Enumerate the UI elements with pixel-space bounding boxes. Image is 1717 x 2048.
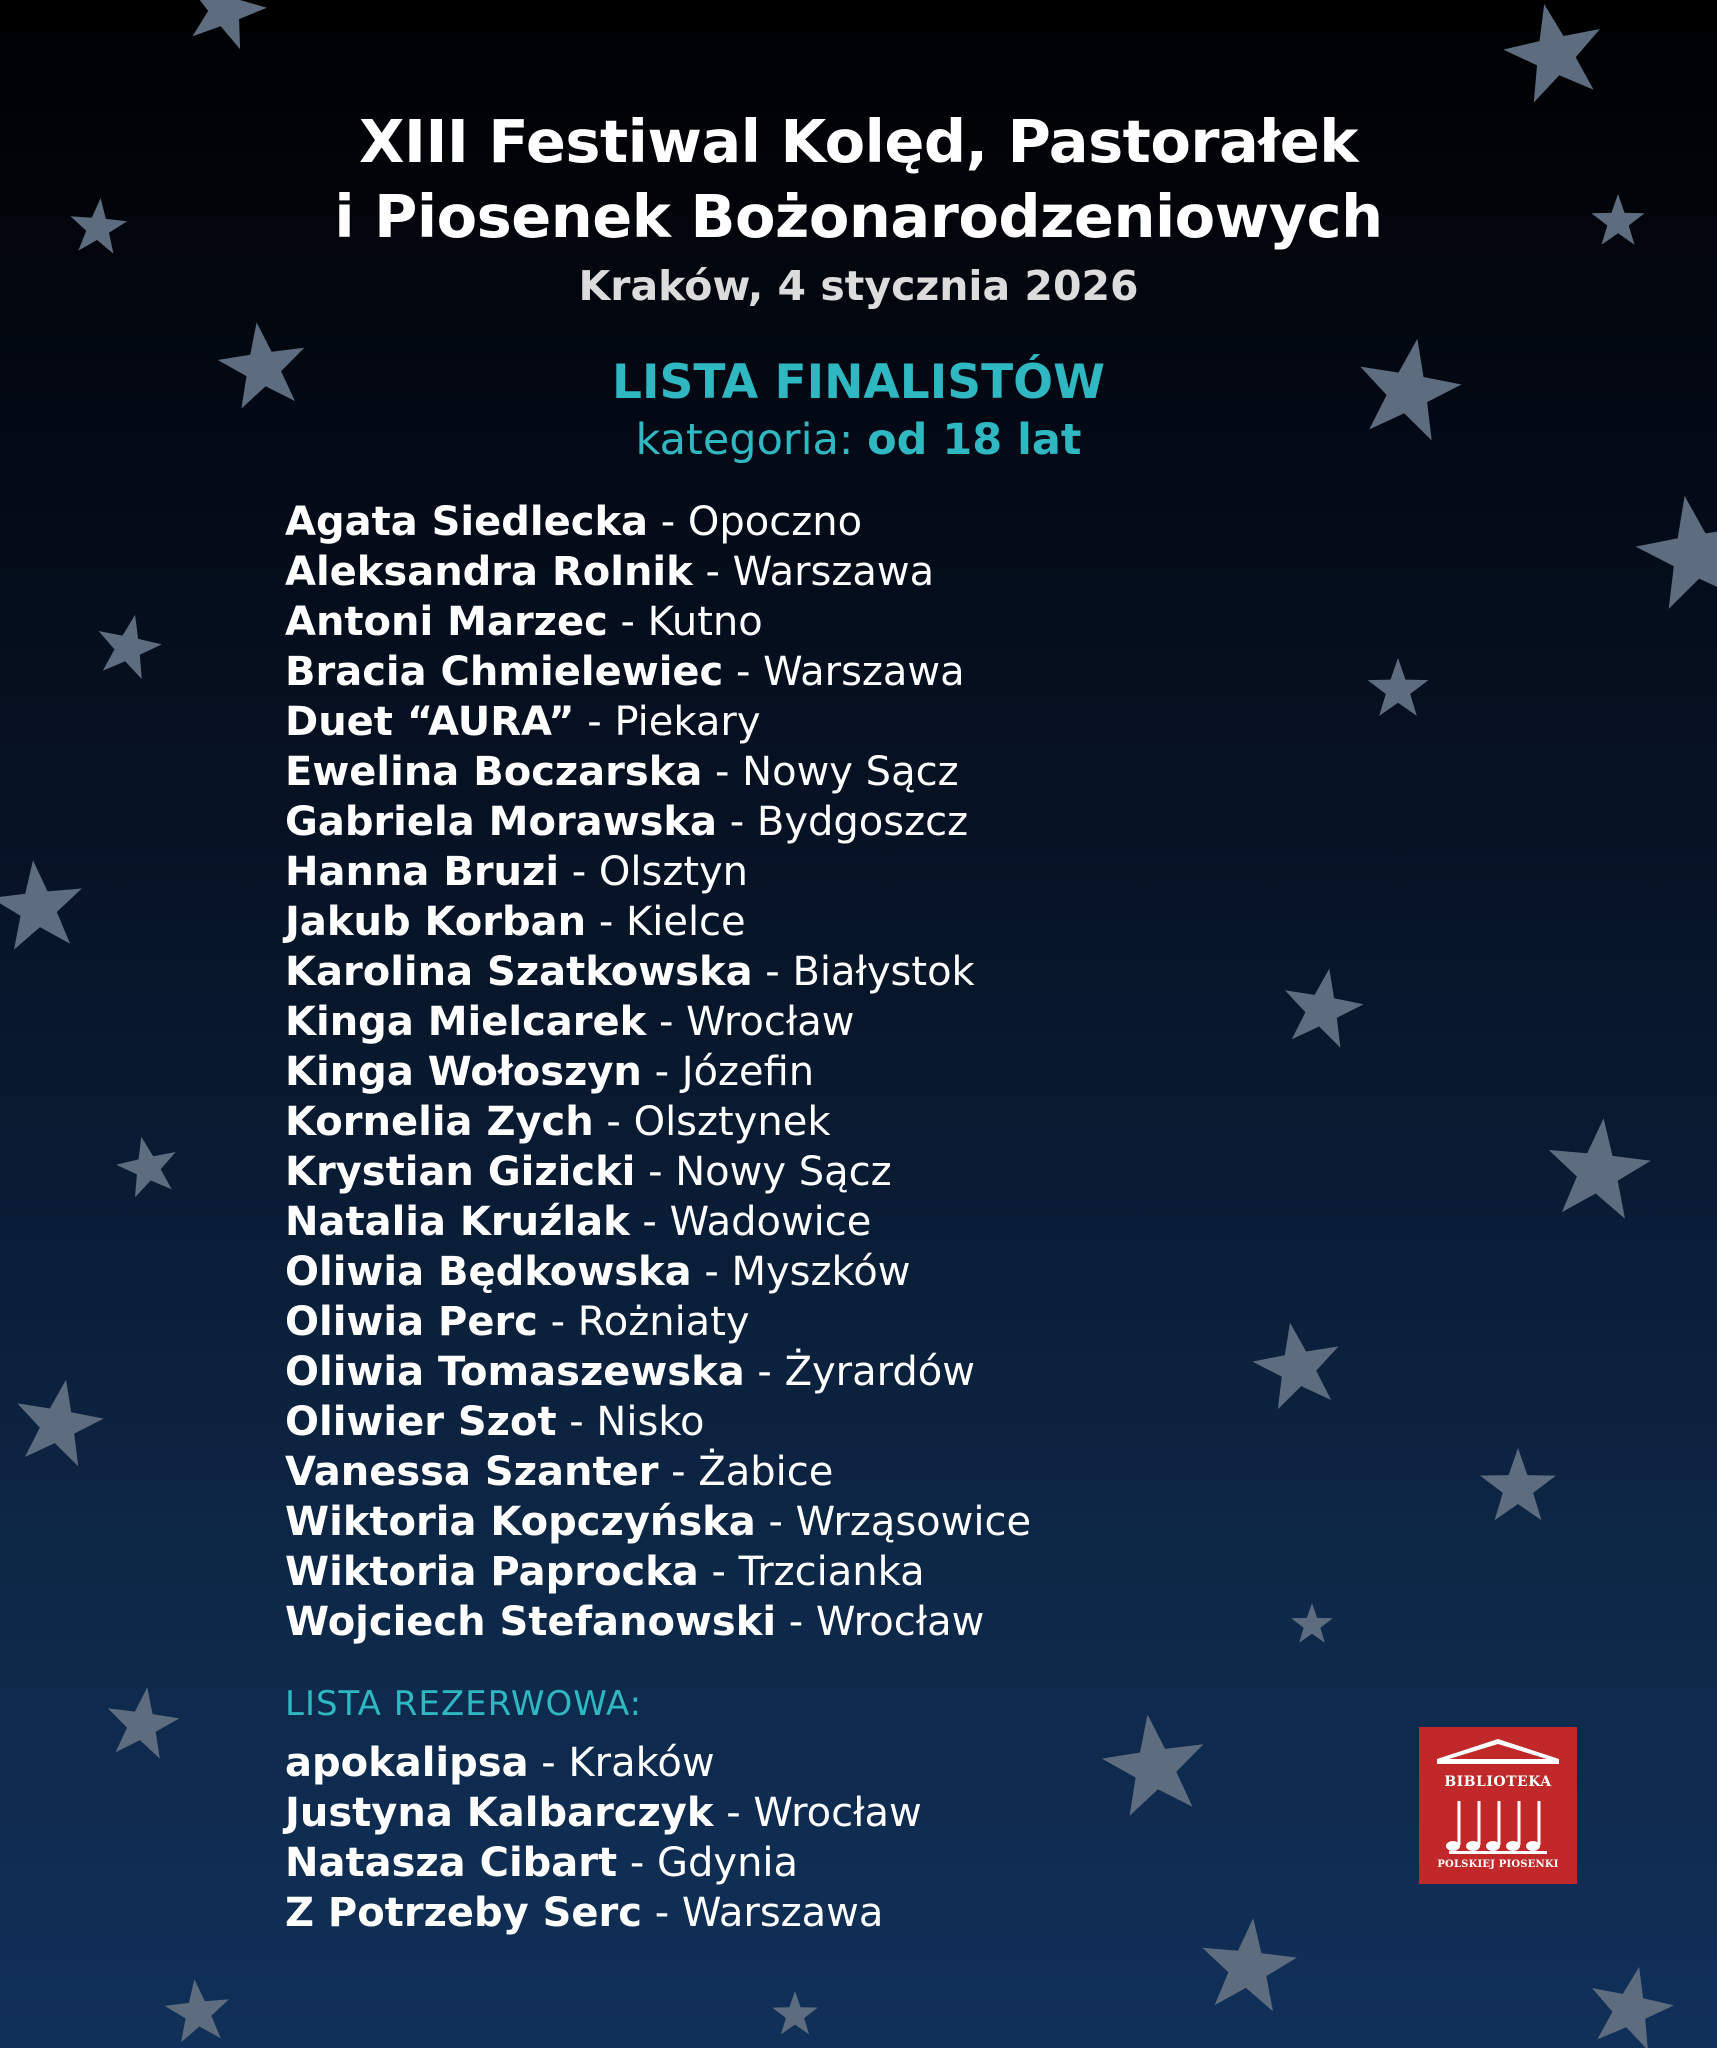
participant-city: - Bydgoszcz bbox=[717, 799, 969, 845]
list-item bbox=[285, 1738, 922, 1788]
participant-name: Aleksandra Rolnik bbox=[285, 549, 693, 595]
participant-name: Agata Siedlecka bbox=[285, 499, 649, 545]
star-icon bbox=[17, 1380, 103, 1467]
category-label: kategoria: bbox=[635, 415, 854, 465]
participant-city: - Warszawa bbox=[642, 1890, 884, 1936]
participant-name: Gabriela Morawska bbox=[285, 799, 718, 845]
participant-name: Krystian Gizicki bbox=[285, 1149, 636, 1195]
participant-city: - Nowy Sącz bbox=[702, 749, 959, 795]
list-item bbox=[285, 747, 1031, 797]
participant-city: - Nowy Sącz bbox=[635, 1149, 892, 1195]
participant-name: Antoni Marzec bbox=[285, 599, 608, 645]
list-item bbox=[285, 1097, 1031, 1147]
star-icon bbox=[1291, 1603, 1333, 1643]
star-icon bbox=[1503, 4, 1600, 102]
participant-name: Z Potrzeby Serc bbox=[285, 1890, 642, 1936]
participant-city: - Wrząsowice bbox=[755, 1499, 1032, 1545]
participant-name: Oliwier Szot bbox=[285, 1399, 557, 1445]
star-icon bbox=[0, 860, 82, 949]
participant-city: - Olsztyn bbox=[559, 849, 749, 895]
reserve-list-heading: LISTA REZERWOWA: bbox=[285, 1684, 643, 1724]
star-icon bbox=[1368, 658, 1429, 716]
participant-name: Vanessa Szanter bbox=[285, 1449, 659, 1495]
list-item bbox=[285, 597, 1031, 647]
participant-name: Jakub Korban bbox=[285, 899, 587, 945]
participant-name: Wiktoria Paprocka bbox=[285, 1549, 699, 1595]
participant-city: - Piekary bbox=[574, 699, 761, 745]
participant-city: - Gdynia bbox=[617, 1840, 799, 1886]
list-item bbox=[285, 1597, 1031, 1647]
list-item bbox=[285, 547, 1031, 597]
star-icon bbox=[1252, 1323, 1338, 1410]
participant-city: - Opoczno bbox=[648, 499, 863, 545]
list-item bbox=[285, 1247, 1031, 1297]
star-icon bbox=[1636, 496, 1717, 609]
finalists-heading: LISTA FINALISTÓW bbox=[612, 355, 1105, 410]
participant-name: Justyna Kalbarczyk bbox=[285, 1790, 714, 1836]
participant-city: - Nisko bbox=[556, 1399, 705, 1445]
participant-name: Hanna Bruzi bbox=[285, 849, 560, 895]
star-icon bbox=[190, 0, 267, 49]
participant-city: - Wrocław bbox=[713, 1790, 922, 1836]
participant-name: Karolina Szatkowska bbox=[285, 949, 753, 995]
participant-city: - Myszków bbox=[691, 1249, 911, 1295]
star-icon bbox=[1592, 1967, 1674, 2048]
participant-city: - Żabice bbox=[658, 1449, 834, 1495]
participant-name: Kinga Mielcarek bbox=[285, 999, 647, 1045]
star-icon bbox=[772, 1991, 818, 2034]
star-icon bbox=[1202, 1918, 1297, 2011]
participant-name: Bracia Chmielewiec bbox=[285, 649, 724, 695]
list-item bbox=[285, 1197, 1031, 1247]
list-item bbox=[285, 1397, 1031, 1447]
category-value: od 18 lat bbox=[867, 415, 1082, 465]
participant-city: - Kielce bbox=[586, 899, 746, 945]
event-date-location: Kraków, 4 stycznia 2026 bbox=[578, 262, 1139, 310]
participant-name: Natasza Cibart bbox=[285, 1840, 618, 1886]
list-item bbox=[285, 897, 1031, 947]
participant-name: apokalipsa bbox=[285, 1740, 529, 1786]
participant-city: - Wrocław bbox=[776, 1599, 985, 1645]
list-item bbox=[285, 1447, 1031, 1497]
participant-name: Natalia Kruźlak bbox=[285, 1199, 630, 1245]
category-line bbox=[0, 415, 1717, 465]
logo-text-biblioteka: BIBLIOTEKA bbox=[1444, 1774, 1552, 1790]
participant-name: Kinga Wołoszyn bbox=[285, 1049, 642, 1095]
participant-name: Oliwia Tomaszewska bbox=[285, 1349, 745, 1395]
list-item bbox=[285, 1347, 1031, 1397]
star-icon bbox=[108, 1687, 180, 1758]
star-icon bbox=[99, 615, 162, 679]
participant-city: - Białystok bbox=[752, 949, 975, 995]
list-item bbox=[285, 697, 1031, 747]
star-icon bbox=[1285, 969, 1364, 1048]
list-item bbox=[285, 947, 1031, 997]
participant-city: - Olsztynek bbox=[593, 1099, 831, 1145]
list-item bbox=[285, 1547, 1031, 1597]
list-item bbox=[285, 497, 1031, 547]
star-icon bbox=[116, 1137, 176, 1198]
star-icon bbox=[165, 1979, 229, 2042]
star-icon bbox=[1549, 1118, 1651, 1219]
star-icon bbox=[1102, 1715, 1204, 1816]
list-item bbox=[285, 1838, 922, 1888]
list-item bbox=[285, 1297, 1031, 1347]
participant-city: - Józefin bbox=[641, 1049, 815, 1095]
participant-name: Oliwia Będkowska bbox=[285, 1249, 692, 1295]
participant-name: Oliwia Perc bbox=[285, 1299, 538, 1345]
logo-text-polskiej-piosenki: POLSKIEJ PIOSENKI bbox=[1437, 1859, 1559, 1870]
festival-title-line-1: XIII Festiwal Kolęd, Pastorałek bbox=[359, 107, 1358, 176]
list-item bbox=[285, 1497, 1031, 1547]
list-item bbox=[285, 647, 1031, 697]
participant-city: - Rożniaty bbox=[537, 1299, 750, 1345]
participant-city: - Kutno bbox=[607, 599, 763, 645]
list-item bbox=[285, 1047, 1031, 1097]
finalists-list bbox=[285, 497, 1031, 1647]
list-item bbox=[285, 1147, 1031, 1197]
biblioteka-polskiej-piosenki-logo bbox=[1419, 1727, 1577, 1884]
participant-name: Wojciech Stefanowski bbox=[285, 1599, 777, 1645]
list-item bbox=[285, 997, 1031, 1047]
participant-name: Duet “AURA” bbox=[285, 699, 575, 745]
participant-city: - Warszawa bbox=[692, 549, 935, 595]
participant-name: Wiktoria Kopczyńska bbox=[285, 1499, 756, 1545]
list-item bbox=[285, 1888, 922, 1938]
star-icon bbox=[1480, 1448, 1556, 1520]
participant-name: Ewelina Boczarska bbox=[285, 749, 703, 795]
participant-city: - Wadowice bbox=[629, 1199, 872, 1245]
participant-city: - Żyrardów bbox=[744, 1349, 975, 1395]
participant-name: Kornelia Zych bbox=[285, 1099, 594, 1145]
participant-city: - Warszawa bbox=[723, 649, 965, 695]
participant-city: - Kraków bbox=[528, 1740, 715, 1786]
list-item bbox=[285, 797, 1031, 847]
festival-title-line-2: i Piosenek Bożonarodzeniowych bbox=[334, 182, 1383, 251]
list-item bbox=[285, 1788, 922, 1838]
participant-city: - Trzcianka bbox=[698, 1549, 925, 1595]
list-item bbox=[285, 847, 1031, 897]
reserve-list bbox=[285, 1738, 922, 1938]
participant-city: - Wrocław bbox=[646, 999, 855, 1045]
